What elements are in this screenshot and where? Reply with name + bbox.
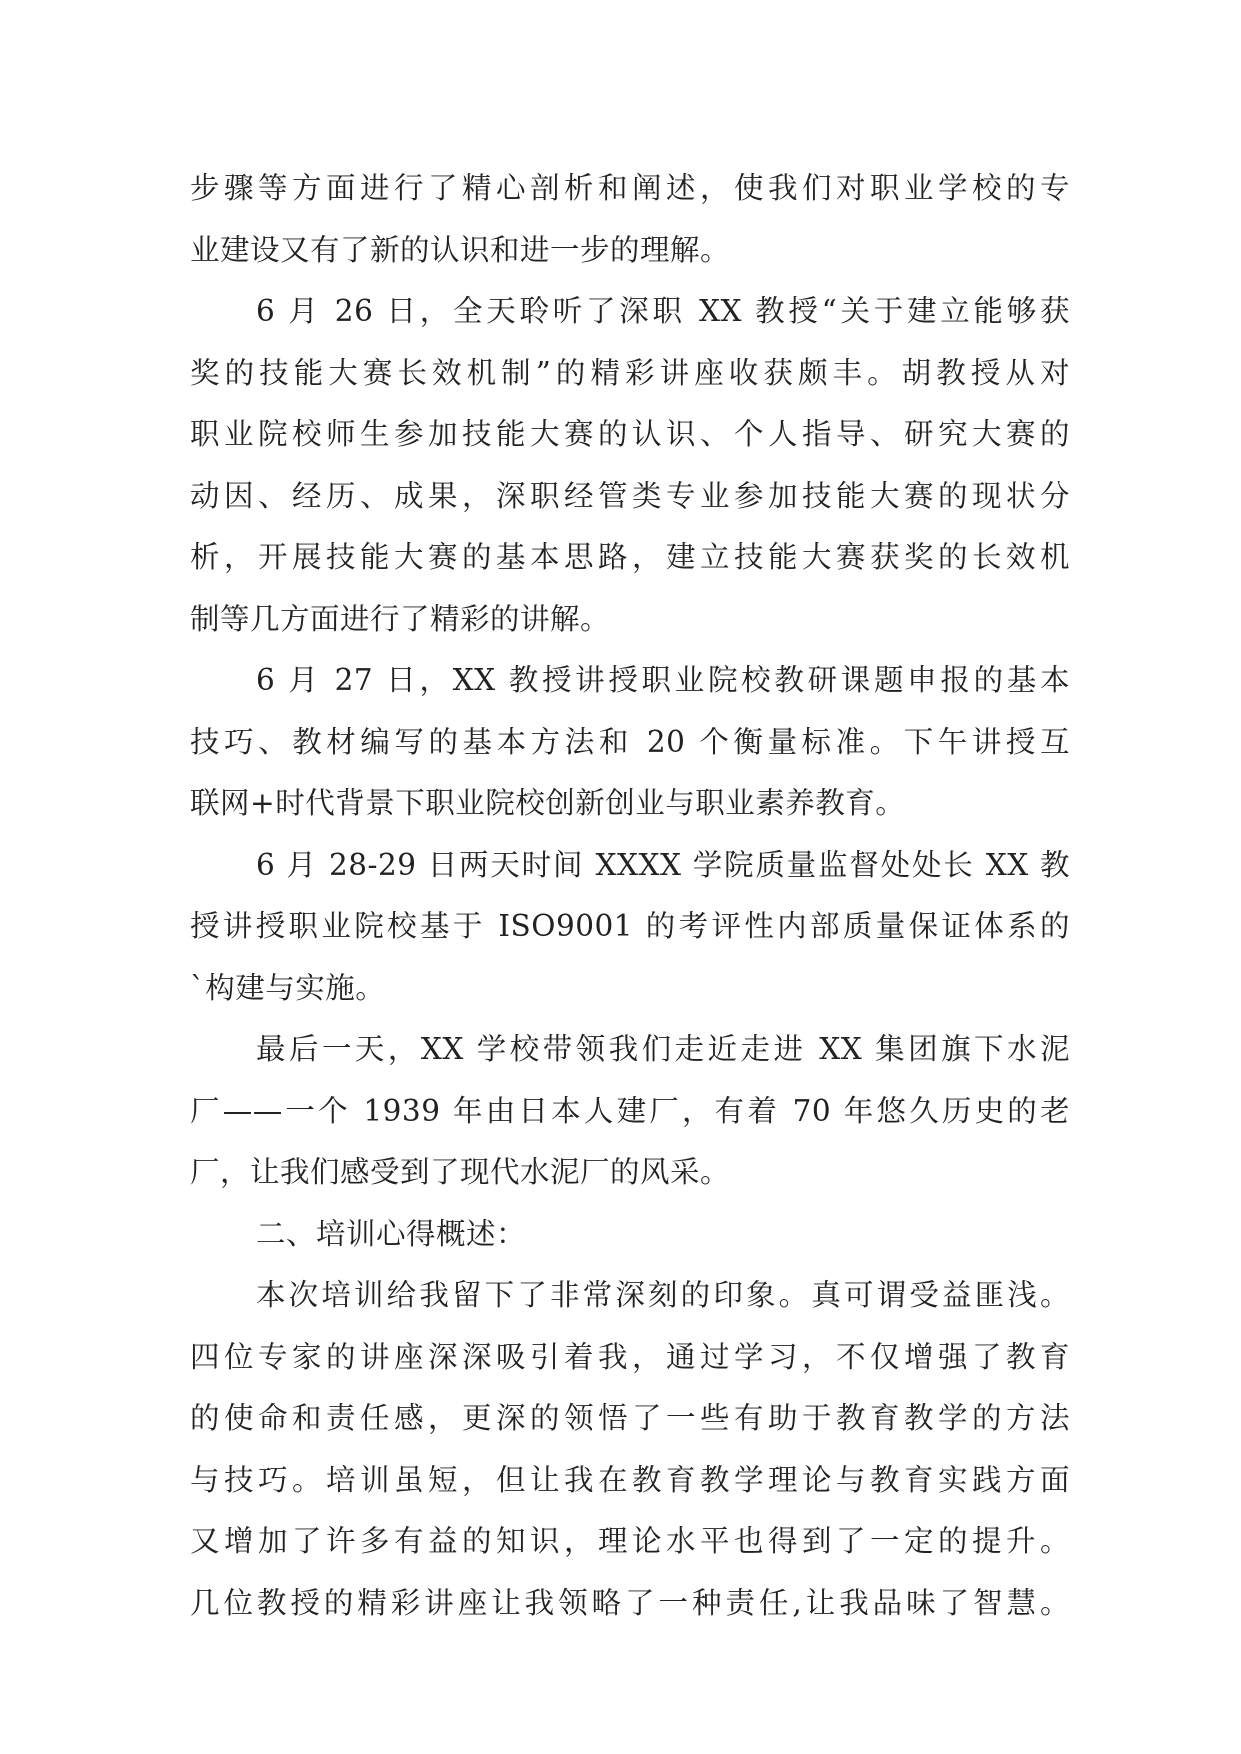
text-line: 二、培训心得概述： [256, 1216, 527, 1251]
text-line: 最后一天，XX 学校带领我们走近走进 XX 集团旗下水泥 [256, 1032, 1070, 1066]
text-line: 与技巧。培训虽短，但让我在教育教学理论与教育实践方面 [190, 1462, 1070, 1497]
text-line: 的使命和责任感，更深的领悟了一些有助于教育教学的方法 [190, 1401, 1070, 1435]
text-line: 厂——一个 1939 年由日本人建厂，有着 70 年悠久历史的老 [190, 1093, 1070, 1128]
text-line: 制等几方面进行了精彩的讲解。 [190, 601, 611, 636]
text-line: 6 月 27 日，XX 教授讲授职业院校教研课题申报的基本 [256, 663, 1070, 697]
text-line: 联网+时代背景下职业院校创新创业与职业素养教育。 [190, 786, 906, 820]
document-body [190, 158, 1070, 1634]
text-line: 几位教授的精彩讲座让我领略了一种责任,让我品味了智慧。 [190, 1585, 1070, 1620]
text-line: 6 月 26 日，全天聆听了深职 XX 教授“关于建立能够获 [256, 294, 1070, 328]
text-line: 步骤等方面进行了精心剖析和阐述，使我们对职业学校的专 [190, 171, 1070, 205]
text-line: 厂，让我们感受到了现代水泥厂的风采。 [190, 1155, 731, 1189]
text-line: 动因、经历、成果，深职经管类专业参加技能大赛的现状分 [190, 478, 1070, 513]
text-line: 四位专家的讲座深深吸引着我，通过学习，不仅增强了教育 [190, 1339, 1070, 1374]
text-line: `构建与实施。 [190, 970, 386, 1005]
text-line: 奖的技能大赛长效机制”的精彩讲座收获颇丰。胡教授从对 [190, 355, 1070, 390]
text-line: 又增加了许多有益的知识，理论水平也得到了一定的提升。 [190, 1524, 1070, 1558]
text-line: 析，开展技能大赛的基本思路，建立技能大赛获奖的长效机 [190, 540, 1070, 574]
text-line: 授讲授职业院校基于 ISO9001 的考评性内部质量保证体系的 [190, 909, 1070, 943]
text-line: 6 月 28-29 日两天时间 XXXX 学院质量监督处处长 XX 教 [256, 847, 1070, 882]
text-line: 业建设又有了新的认识和进一步的理解。 [190, 232, 731, 267]
text-line: 技巧、教材编写的基本方法和 20 个衡量标准。下午讲授互 [190, 724, 1070, 759]
text-line: 本次培训给我留下了非常深刻的印象。真可谓受益匪浅。 [256, 1278, 1070, 1312]
text-line: 职业院校师生参加技能大赛的认识、个人指导、研究大赛的 [190, 417, 1070, 451]
